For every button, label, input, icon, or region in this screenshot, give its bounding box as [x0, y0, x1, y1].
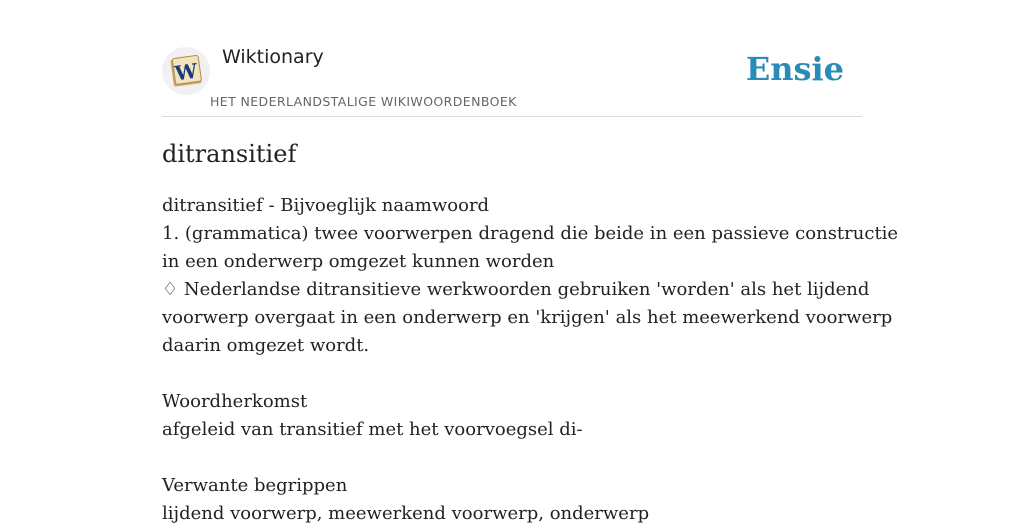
etymology-text: afgeleid van transitief met het voorvoegsel di-: [162, 419, 583, 440]
related-heading: Verwante begrippen: [162, 475, 348, 496]
example-line: daarin omgezet wordt.: [162, 335, 370, 356]
definition-line: 1. (grammatica) twee voorwerpen dragend die beide in een passieve constructie: [162, 223, 899, 244]
wiktionary-tile-icon: [169, 54, 203, 88]
definition-line: in een onderwerp omgezet kunnen worden: [162, 251, 555, 272]
related-text: lijdend voorwerp, meewerkend voorwerp, onderwerp: [162, 503, 650, 524]
definition-heading: ditransitief - Bijvoeglijk naamwoord: [162, 195, 490, 216]
spacer: [162, 360, 862, 388]
entry-content: [162, 138, 899, 528]
site-header: [162, 0, 862, 117]
etymology-heading: Woordherkomst: [162, 391, 308, 412]
site-tagline: HET NEDERLANDSTALIGE WIKIWOORDENBOEK: [210, 94, 517, 109]
example-line: voorwerp overgaat in een onderwerp en 'krijgen' als het meewerkend voorwerp: [162, 307, 893, 328]
logo-letter: W: [173, 58, 199, 86]
wiktionary-logo-icon[interactable]: [162, 47, 210, 95]
spacer: [162, 444, 862, 472]
page-title: ditransitief: [162, 140, 297, 168]
site-name[interactable]: Wiktionary: [222, 46, 324, 68]
ensie-brand-link[interactable]: Ensie: [745, 50, 844, 88]
example-line: ♢ Nederlandse ditransitieve werkwoorden gebruiken 'worden' als het lijdend: [162, 279, 870, 300]
entry-body: [162, 192, 899, 528]
